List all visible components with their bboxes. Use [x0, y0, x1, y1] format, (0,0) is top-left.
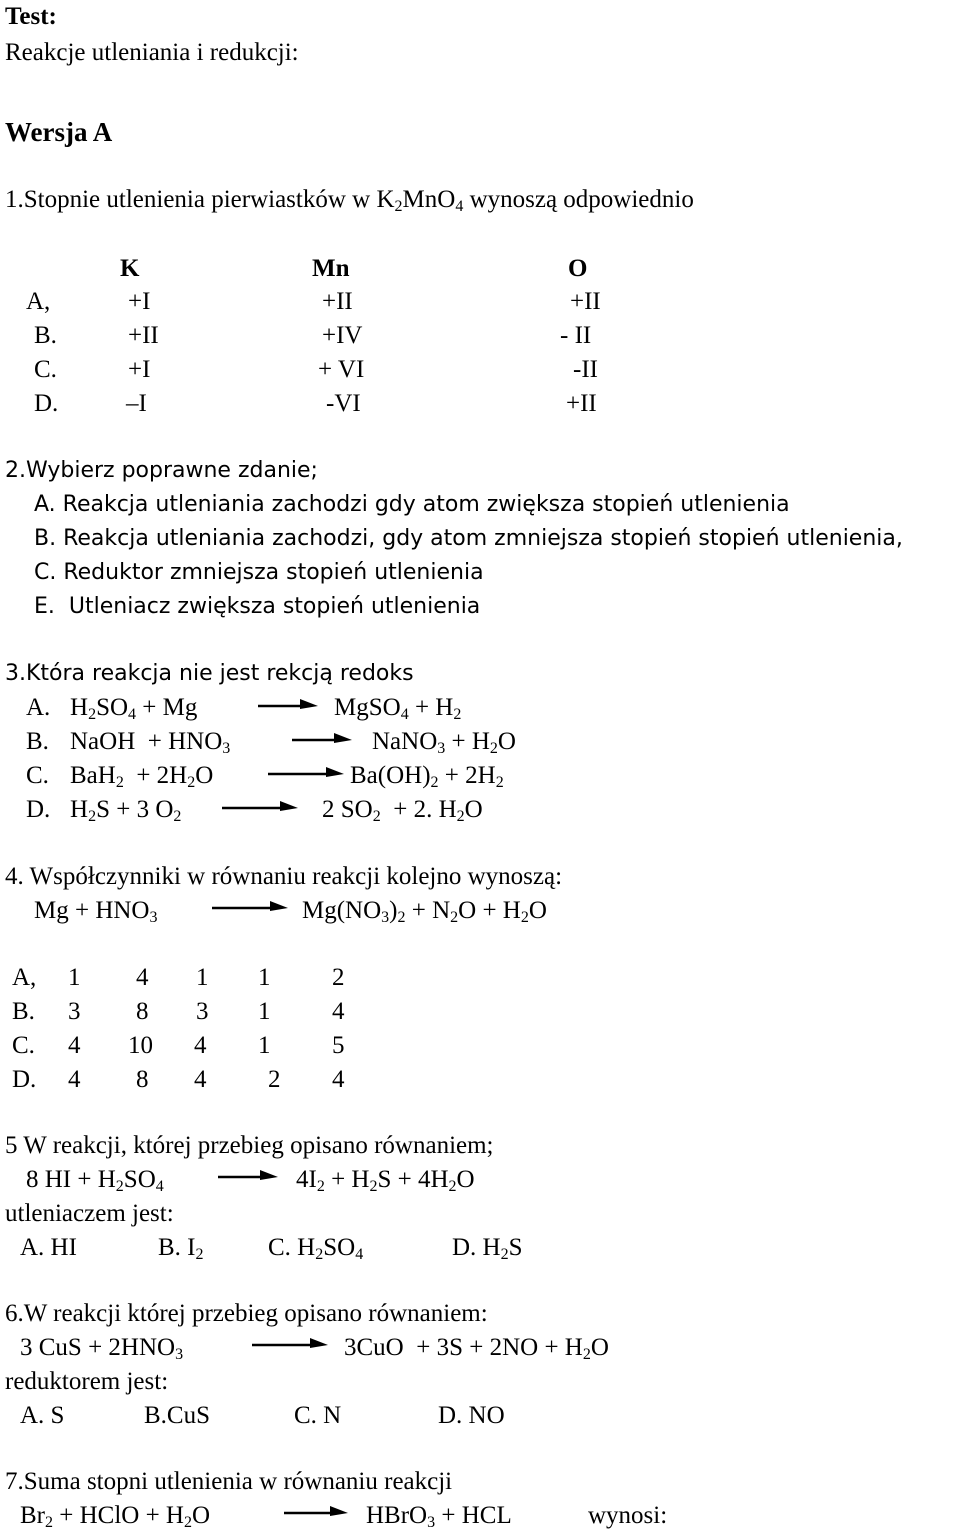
coefficient: 10 [128, 1032, 153, 1059]
option-letter: C. [12, 1032, 35, 1059]
option-letter: D. [26, 796, 51, 823]
question-3: 3.Która reakcja nie jest rekcją redoks [5, 661, 414, 686]
option-letter: B. [26, 728, 49, 755]
coefficient: 1 [68, 964, 81, 991]
coefficient: 4 [136, 964, 149, 991]
column-header-o: O [568, 255, 588, 282]
value-mn: +II [322, 288, 353, 315]
coefficient: 1 [258, 1032, 271, 1059]
question-1: 1.Stopnie utlenienia pierwiastków w $K_2MnO_4$ wynoszą odpowiednio [5, 186, 694, 215]
answer-option: B. Reakcja utleniania zachodzi, gdy atom zmniejsza stopień stopień utlenienia, [34, 526, 903, 551]
equation-left: $Br_2$ + HClO + $H_2O$ [20, 1502, 211, 1531]
equation-left: $H_2S + 3$ $O_2$ [70, 796, 182, 825]
coefficient: 4 [68, 1066, 81, 1093]
reaction-arrow-icon [218, 1169, 278, 1183]
version-heading: Wersja A [5, 117, 113, 147]
value-o: -II [573, 356, 598, 383]
equation-right: $Mg(NO_3)_2 + N_2O + H_2O$ [302, 897, 547, 926]
value-o: +II [566, 390, 597, 417]
coefficient: 4 [332, 1066, 345, 1093]
value-k: –I [126, 390, 147, 417]
option-letter: A. [26, 694, 51, 721]
equation-left: 3 CuS + $2HNO_3$ [20, 1334, 184, 1363]
value-k: +II [128, 322, 159, 349]
equation-right: $Ba(OH)_2 + 2H_2$ [350, 762, 504, 791]
coefficient: 4 [68, 1032, 81, 1059]
answer-option: C. Reduktor zmniejsza stopień utlenienia [34, 560, 484, 585]
option-letter: C. [34, 356, 57, 383]
option-letter: B. [34, 322, 57, 349]
column-header-k: K [120, 255, 140, 282]
answer-c: C. $H_2SO_4$ [268, 1234, 364, 1263]
answer-option: E. Utleniacz zwiększa stopień utlenienia [34, 594, 481, 619]
coefficient: 1 [258, 964, 271, 991]
reaction-arrow-icon [222, 800, 298, 814]
equation-right: $4I_2 + H_2S + 4H_2O$ [296, 1166, 475, 1195]
answer-b: B.CuS [144, 1402, 211, 1429]
answer-d: D. $H_2S$ [452, 1234, 523, 1263]
equation-right: HBrO$_3$ + HCL [366, 1502, 512, 1531]
option-letter: A, [26, 288, 51, 315]
coefficient: 3 [68, 998, 81, 1025]
value-mn: -VI [326, 390, 361, 417]
reaction-arrow-icon [258, 698, 318, 712]
reaction-arrow-icon [252, 1337, 328, 1351]
question-2: 2.Wybierz poprawne zdanie; [5, 458, 318, 483]
equation-right: 2 $SO_2 + 2$. $H_2O$ [322, 796, 483, 825]
test-label: Test: [5, 3, 57, 30]
question-7: 7.Suma stopni utlenienia w równaniu reakcji [5, 1468, 453, 1495]
equation-right: MgSO$_4$ + $H_2$ [334, 694, 462, 723]
value-o: - II [560, 322, 592, 349]
value-k: +I [128, 288, 151, 315]
page-title: Reakcje utleniania i redukcji: [5, 39, 299, 66]
option-letter: B. [12, 998, 35, 1025]
option-letter: D. [34, 390, 59, 417]
question-4: 4. Współczynniki w równaniu reakcji kolejno wynoszą: [5, 863, 563, 890]
question-6: 6.W reakcji której przebieg opisano równaniem: [5, 1300, 488, 1327]
equation-left: $H_2SO_4 + Mg$ [70, 694, 198, 723]
coefficient: 8 [136, 1066, 149, 1093]
option-letter: C. [26, 762, 49, 789]
column-header-mn: Mn [312, 255, 350, 282]
answer-b: B. $I_2$ [158, 1234, 204, 1263]
value-mn: +IV [322, 322, 363, 349]
coefficient: 1 [258, 998, 271, 1025]
coefficient: 1 [196, 964, 209, 991]
reaction-arrow-icon [284, 1505, 348, 1519]
equation-right: NaNO$_3$ + $H_2O$ [372, 728, 516, 757]
equation-left: NaOH + $HNO_3$ [70, 728, 231, 757]
reaction-arrow-icon [268, 766, 344, 780]
option-letter: D. [12, 1066, 37, 1093]
reaction-arrow-icon [212, 900, 288, 914]
equation-left: $Mg + HNO_3$ [34, 897, 158, 926]
equation-left: 8 HI + $H_2SO_4$ [26, 1166, 164, 1195]
coefficient: 2 [332, 964, 345, 991]
answer-a: A. HI [20, 1234, 77, 1261]
answer-c: C. N [294, 1402, 342, 1429]
value-k: +I [128, 356, 151, 383]
coefficient: 4 [332, 998, 345, 1025]
equation-right: $3CuO + 3S + 2NO + H_2O$ [344, 1334, 609, 1363]
reaction-arrow-icon [292, 732, 352, 746]
equation-tail: wynosi: [588, 1502, 668, 1529]
option-letter: A, [12, 964, 37, 991]
coefficient: 2 [268, 1066, 281, 1093]
value-o: +II [570, 288, 601, 315]
question-5: 5 W reakcji, której przebieg opisano równaniem; [5, 1132, 494, 1159]
coefficient: 3 [196, 998, 209, 1025]
value-mn: + VI [318, 356, 365, 383]
coefficient: 5 [332, 1032, 345, 1059]
answer-option: A. Reakcja utleniania zachodzi gdy atom zwiększa stopień utlenienia [34, 492, 790, 517]
equation-left: $BaH_2 + 2H_2O$ [70, 762, 214, 791]
answer-d: D. NO [438, 1402, 505, 1429]
coefficient: 4 [194, 1066, 207, 1093]
answer-a: A. S [20, 1402, 65, 1429]
answer-prompt: reduktorem jest: [5, 1368, 169, 1395]
coefficient: 8 [136, 998, 149, 1025]
coefficient: 4 [194, 1032, 207, 1059]
answer-prompt: utleniaczem jest: [5, 1200, 174, 1227]
